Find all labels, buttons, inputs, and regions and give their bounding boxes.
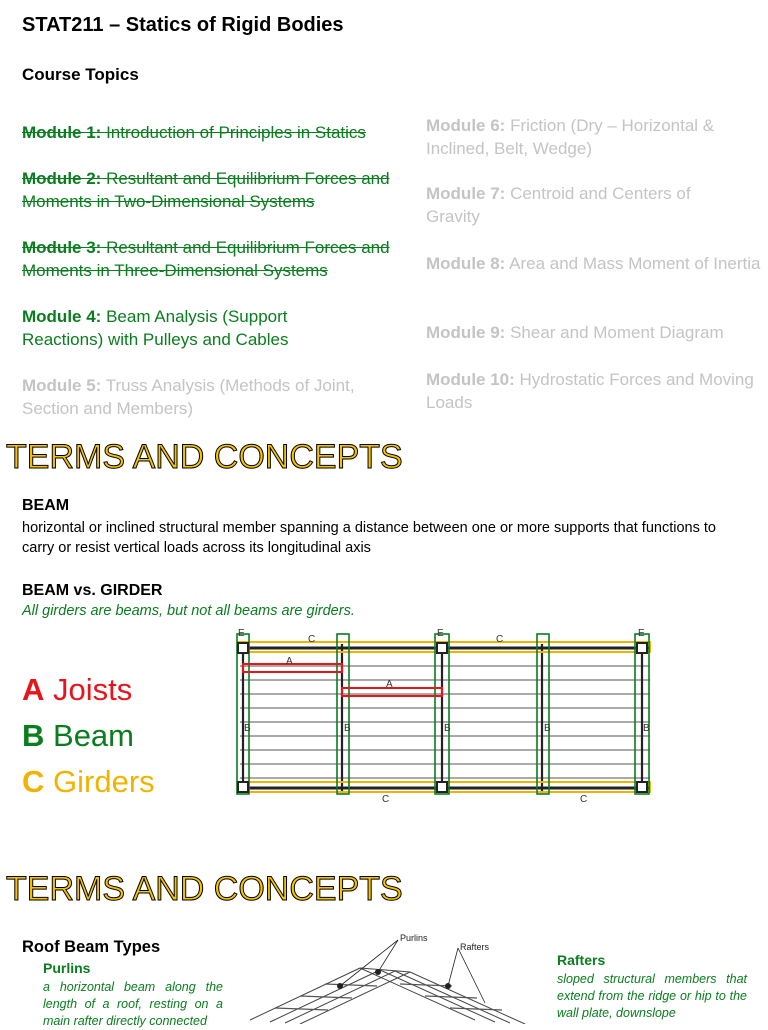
fig-label-purlins: Purlins bbox=[400, 933, 428, 943]
module-text: Truss Analysis (Methods of Joint, Section and Members) bbox=[22, 376, 355, 418]
module-text: Introduction of Principles in Statics bbox=[106, 123, 366, 142]
module-5 bbox=[22, 374, 412, 420]
module-6 bbox=[426, 114, 761, 160]
beam-vs-girder-note: All girders are beams, but not all beams are girders. bbox=[22, 603, 355, 619]
label-b: B bbox=[344, 723, 351, 734]
rafters-definition: sloped structural members that extend from the ridge or hip to the wall plate, downslope bbox=[557, 972, 747, 1020]
label-a: A bbox=[286, 656, 293, 667]
legend-letter: B bbox=[22, 718, 45, 753]
rafters-term: Rafters bbox=[557, 952, 606, 968]
module-text: Resultant and Equilibrium Forces and Moments in Three-Dimensional Systems bbox=[22, 238, 390, 280]
section-banner: TERMS AND CONCEPTS bbox=[6, 438, 403, 476]
module-label: Module 6: bbox=[426, 116, 506, 135]
module-3 bbox=[22, 236, 417, 282]
module-label: Module 7: bbox=[426, 184, 506, 203]
module-7 bbox=[426, 182, 746, 228]
fig-label-rafters: Rafters bbox=[460, 942, 490, 952]
label-a: A bbox=[386, 679, 393, 690]
label-c: C bbox=[308, 634, 316, 645]
module-text: Resultant and Equilibrium Forces and Moments in Two-Dimensional Systems bbox=[22, 169, 390, 211]
course-topics-heading: Course Topics bbox=[22, 65, 139, 84]
module-label: Module 5: bbox=[22, 376, 102, 395]
rafter-lines bbox=[250, 968, 525, 1024]
module-label: Module 1: bbox=[22, 123, 102, 142]
module-10 bbox=[426, 368, 756, 414]
section-banner: TERMS AND CONCEPTS bbox=[6, 870, 403, 908]
module-text: Area and Mass Moment of Inertia bbox=[509, 254, 761, 273]
legend-word: Beam bbox=[53, 718, 134, 753]
legend-letter: C bbox=[22, 764, 45, 799]
beam-definition: horizontal or inclined structural member spanning a distance between one or more supports that functions to carry or resist vertical loads across its longitudinal axis bbox=[22, 520, 716, 556]
label-c: C bbox=[496, 634, 504, 645]
purlin-lines bbox=[275, 984, 502, 1010]
module-text: Beam Analysis (Support Reactions) with Pulleys and Cables bbox=[22, 307, 289, 349]
module-text: Friction (Dry – Horizontal & Inclined, Belt, Wedge) bbox=[426, 116, 715, 158]
legend-word: Girders bbox=[53, 764, 155, 799]
module-9 bbox=[426, 321, 766, 344]
module-1 bbox=[22, 121, 417, 144]
legend-beam bbox=[22, 718, 134, 754]
legend-joists bbox=[22, 672, 132, 708]
module-label: Module 8: bbox=[426, 254, 506, 273]
module-label: Module 9: bbox=[426, 323, 506, 342]
module-label: Module 4: bbox=[22, 307, 102, 326]
beam-term: BEAM bbox=[22, 497, 70, 514]
module-text: Hydrostatic Forces and Moving Loads bbox=[426, 370, 754, 412]
roof-beam-types-term: Roof Beam Types bbox=[22, 938, 161, 956]
legend-word: Joists bbox=[53, 672, 133, 707]
page-title: STAT211 – Statics of Rigid Bodies bbox=[22, 14, 344, 36]
module-2 bbox=[22, 167, 417, 213]
module-text: Centroid and Centers of Gravity bbox=[426, 184, 691, 226]
module-text: Shear and Moment Diagram bbox=[510, 323, 724, 342]
module-label: Module 3: bbox=[22, 238, 102, 257]
beam-vs-girder-term: BEAM vs. GIRDER bbox=[22, 582, 163, 599]
joist-lines bbox=[240, 666, 650, 778]
module-8 bbox=[426, 252, 761, 275]
roof-framing-sketch bbox=[240, 928, 545, 1024]
label-b: B bbox=[244, 723, 251, 734]
legend-letter: A bbox=[22, 672, 45, 707]
label-c: C bbox=[580, 794, 588, 805]
module-4 bbox=[22, 305, 352, 351]
label-b: B bbox=[643, 723, 650, 734]
framing-plan-diagram bbox=[232, 624, 660, 806]
purlins-term: Purlins bbox=[43, 960, 91, 976]
label-e: E bbox=[638, 628, 645, 639]
legend-girders bbox=[22, 764, 155, 800]
label-e: E bbox=[238, 628, 245, 639]
module-label: Module 2: bbox=[22, 169, 102, 188]
girder-lines bbox=[240, 648, 650, 788]
label-c: C bbox=[382, 794, 390, 805]
purlins-definition: a horizontal beam along the length of a roof, resting on a main rafter directly connected bbox=[43, 980, 223, 1028]
label-e: E bbox=[437, 628, 444, 639]
label-b: B bbox=[544, 723, 551, 734]
label-b: B bbox=[444, 723, 451, 734]
module-label: Module 10: bbox=[426, 370, 515, 389]
